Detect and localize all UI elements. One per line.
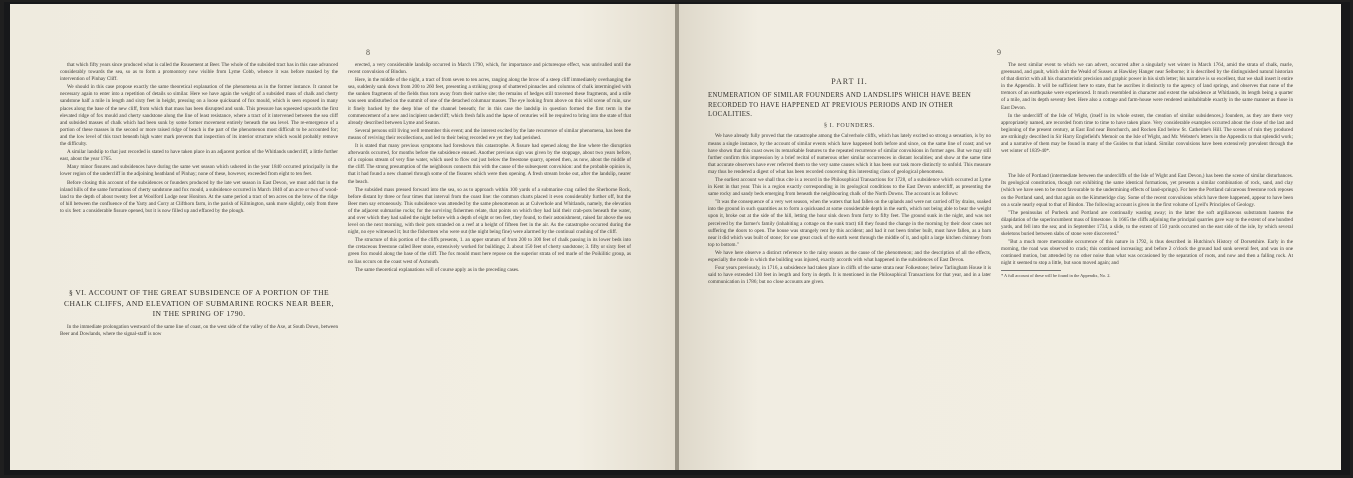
paragraph: The structure of this portion of the cliffs presents, 1. an upper stratum of from 200 to 300 feet of chalk passing in its lower beds into the cretaceous freestone called Beer stone, extensively worked for buildings; 2. about 150 feet of cherty sandstone; 3. fifty or sixty feet of green fox mould along the base of the cliff. The fox mould must here repose on the superior strata of red marle of the Poikilitic group, as no lias occurs on the coast west of Axmouth. bbox=[348, 237, 631, 265]
paragraph: "The peninsulas of Purbeck and Portland are continually wasting away; in the latter the soft argillaceous substratum hastens the dilapidation of the superincumbent mass of limestone. In 1665 the cliffs adjoining the principal quarries gave way to the extent of one hundred yards, and fell into the sea; and in September 1734, a slide, to the extent of 150 yards occurred on the east side of the isle, by which several skeletons buried between slabs of stone were discovered." bbox=[1001, 209, 1293, 237]
paragraph: erected, a very considerable landslip occurred in March 1790, which, for importance and picturesque effect, was unrivalled until the recent convulsion of Bindon. bbox=[348, 62, 631, 76]
paragraph: It is stated that many previous symptoms had foreshown this catastrophe. A fissure had opened along the line where the disruption afterwards occurred, for months before the subsidence ensued. Another previous sign was given by the stoppage, about two years before, of a copious stream of very fine water, which used to flow out just below the freestone quarry, opened then, as now, about the middle of the cliff. The strong presumption of the neighbours connects this with the cause of the subsequent convulsion: and the probable opinion is, that it had found a new channel through some of the fissures which were then opening. A fresh stream broke out, after the landslip, nearer the beach. bbox=[348, 143, 631, 185]
paragraph-group bbox=[60, 62, 338, 215]
right-column-2 bbox=[1001, 62, 1293, 279]
part-title: PART II. bbox=[831, 77, 868, 86]
footnote: * A full account of these will be found in the Appendix, No. 2. bbox=[1001, 273, 1111, 279]
paragraph: We have here observe a distinct reference to the rainy season as the cause of the phenomenon; and the description of all the effects, especially the mode in which the building was injured, exactly accords with what happened in the subsidences of East Devon. bbox=[708, 249, 991, 263]
sub-heading: § I. FOUNDERS. bbox=[823, 123, 876, 130]
paragraph: that which fifty years since produced what is called the Rousement at Beer. The whole of the subsided tract has in this case advanced considerably towards the sea, so as to form a promontory now visible from Lyme Cobb, whence it was before masked by the intervention of Pinhay Cliff. bbox=[60, 62, 338, 83]
paragraph: The earliest account we shall thus cite is a record in the Philosophical Transactions for 1728, of a subsidence which occurred at Lyme in Kent in that year. This is a region exactly corresponding in its geological conditions to the East Devon undercliff, as presenting the same rocky and sandy beds emerging from beneath the neighbouring chalk of the North Downs. The account is as follows: bbox=[708, 176, 991, 198]
paragraph: Here, in the middle of the night, a tract of from seven to ten acres, ranging along the brow of a steep cliff immediately overhanging the sea, suddenly sank down from 200 to 260 feet, presenting a striking group of shattered pinnacles and columns of chalk intermingled with the sunken fragments of the fields thus torn away from their native site; the remains of hedges still traversed these fragments, and a stile was seen undisturbed on the summit of one of the detached columnar masses. The eye looking from above on this wild scene of ruin, saw it finely backed by the deep blue of the channel beneath; for in this case the landslip in question formed the first term in the commencement of a new and incipient undercliff; which fresh falls and the lapse of centuries will be required to bring into the state of that already described between Lyme and Seaton. bbox=[348, 77, 631, 126]
paragraph: Several persons still living well remember this event; and the interest excited by the late recurrence of similar phenomena, has been the means of reviving their recollections, and led to their being recorded ere yet they had perished. bbox=[348, 127, 631, 141]
right-page bbox=[679, 4, 1341, 470]
paragraph: The same theoretical explanations will of course apply as in the preceding cases. bbox=[355, 266, 520, 273]
section-heading: § VI. ACCOUNT OF THE GREAT SUBSIDENCE OF A PORTION OF THE CHALK CLIFFS, AND ELEVATION OF SUBMARINE ROCKS NEAR BEER, IN THE SPRING OF 1790. bbox=[64, 287, 334, 319]
right-column-1 bbox=[708, 78, 991, 287]
part-heading: ENUMERATION OF SIMILAR FOUNDERS AND LANDSLIPS WHICH HAVE BEEN RECORDED TO HAVE HAPPENED AT PREVIOUS PERIODS AND IN OTHER LOCALITIES. bbox=[708, 92, 972, 118]
footnote-rule bbox=[1001, 270, 1061, 271]
paragraph-group bbox=[1001, 62, 1293, 267]
paragraph: Before closing this account of the subsidences or founders produced by the late wet season in East Devon, we must add that in the inland hills of the same formations of cherty sandstone and fox mould, a subsidence occurred in March 1840 of an acre or two of wood-land to the depth of about twenty feet at Woolford Lodge near Honiton. At the same period a tract of ten acres on the brow of the ridge of hill between the confluence of the Yarty and Corry at Clifthorn farm, in the parish of Kilmington, sank more slightly, only from three to six feet: a considerable fissure opened, but it is now filled up and effaced by the plough. bbox=[60, 179, 338, 214]
paragraph: "But a much more memorable occurrence of this nature in 1792, is thus described in Hutchins's History of Dorsetshire. Early in the morning, the road was observed to crack; this continued increasing; and before 2 o'clock the ground had sunk several feet, and was in one continued motion, but attended by no other noise than what was occasioned by the separation of roots, and now and then a falling rock. At night it seemed to stop a little, but soon moved again; and bbox=[1001, 239, 1293, 267]
paragraph: In the undercliff of the Isle of Wight, (itself in its whole extent, the creation of similar subsidences,) founders, as they are there very appropriately named, are recorded from time to time to have taken place. Very considerable examples occurred about the close of the last and beginning of the present century, at East End near Bonchurch, and Rocken End below St. Catherine's Hill. The scenes of ruin they produced are strikingly described in Sir Harry Englefield's Memoir on the Isle of Wight, and Mr. Webster's letters in the Appendix to that splendid work; and a narrative of them may be found in many of the Guides to that island. Similar convulsions have been extensively prevalent through the wet winter of 1839-40*. bbox=[1001, 112, 1293, 155]
paragraph: The Isle of Portland (intermediate between the undercliffs of the Isle of Wight and East Devon,) has been the scene of similar disturbances. Its geological constitution, though not exhibiting the same identical formations, yet presents a similar combination of rock, sand, and clay (which we have seen to be most favourable to the undermining effects of land-springs). For here the Portland calcareous freestone rock reposes on the Portland sand, and that again on the Kimmeridge clay. Some of the recent convulsions which have there happened, appear to have been on a scale nearly equal to that of Bindon. The following account is given in the first volume of Lyell's Principles of Geology. bbox=[1001, 173, 1293, 208]
paragraph-group bbox=[708, 133, 991, 286]
paragraph: We have already fully proved that the catastrophe among the Culverhole cliffs, which has lately excited so strong a sensation, is by no means a single instance, by the account of similar events which have happened both before and since, on the same line of coast; and we have shown that this coast owes its remarkable features to the repeated recurrence of similar convulsions in former ages. But we may still further confirm this impression by a brief recital of numerous other similar occurrences in distant localities; and show at the same time that accurate observers have ever referred them to the very same causes which it has been our task more distinctly to unfold. This measure may thus be rendered a digest of what has been recorded concerning this interesting class of geological phenomena. bbox=[708, 133, 991, 175]
paragraph: We should in this case propose exactly the same theoretical explanation of the phenomena as in the former instance. It cannot be necessary again to enter into a repetition of details so similar. Here we have again the weight of a subsided mass of chalk and cherty sandstone half a mile in length and sixty feet in height, pressing on a loose quicksand of fox mould, which is seen exposed in many places along the base of the new cliff, from which that mass has been disrupted and sunk. This pressure has squeezed upwards the first elevated ridge of fox mould and cherty sandstone along the line of least resistance, where a tract of it intervened between the sea cliff and subsided masses of chalk which had been sunk by some former movement entirely beneath the sea level. The re-emergence of a portion of these masses in the second or more raised ridge of beach is the part of the phenomenon most difficult to be accounted for; and the low level of this tract beneath high water mark prevents that inspection of its interior structure which would probably remove the difficulty. bbox=[60, 84, 338, 148]
paragraph: The next similar event to which we can advert, occurred after a singularly wet winter in March 1764, amid the strata of chalk, marle, greensand, and gault, which skirt the Weald of Sussex at Hawkley Hanger near Selborne; it is described by the distinguished natural historian of that district with all his characteristic precision and graphic power in his sixth letter; his narrative is so excellent, that we shall insert it entire in the Appendix. It will be sufficient here to state, that he ascribes it distinctly to the agency of land springs, and observes that none of the tremors of an earthquake were experienced. It much resembled in character and extent the subsidence at Whitlands, its length being a quarter of a mile, and its depth seventy feet. Here also a cottage and farm-house were rendered uninhabitable exactly in the same manner as those in East Devon. bbox=[1001, 62, 1293, 111]
paragraph: In the immediate prolongation westward of the same line of coast, on the west side of the valley of the Axe, at South Down, between Beer and Dowlands, where the signal-staff is now bbox=[60, 323, 338, 337]
page-number: 8 bbox=[366, 48, 370, 57]
paragraph: Many minor fissures and subsidences have during the same wet season which ushered in the year 1840 occurred principally in the lower region of the undercliff in the adjoining heathland of Pinhay; none of these, however, exceeded from eight to ten feet. bbox=[60, 164, 338, 178]
paragraph-group bbox=[348, 62, 631, 274]
paragraph: Four years previously, in 1716, a subsidence had taken place in cliffs of the same strata near Folkestone; below Tarlingham House it is said to have extended 130 feet in length and forty in depth. It is mentioned in the Philosophical Transactions for that year, and in a later communication in 1786; but no close accounts are given. bbox=[708, 265, 991, 286]
paragraph: A similar landslip to that just recorded is stated to have taken place in an adjacent portion of the Whitlands undercliff, a little further east, about the year 1765. bbox=[60, 149, 338, 163]
left-column-2 bbox=[348, 62, 631, 275]
paragraph: The subsided mass pressed forward into the sea, so as to approach within 100 yards of a submarine crag called the Sherborne Rock, before distant by three or four times that interval from the coast line: the common charts placed it even considerably further off, but the Beer men say erroneously. This subsidence was attended by the same phenomenon as at Culverhole and Whitlands, namely, the elevation of the adjacent submarine rocks; for the surviving fishermen relate, that points on which they had laid their crab-pots beneath the water, and over which they had sailed the night before with a depth of eight or ten feet, they found, to their astonishment, raised far above the sea level on the next morning, with their pots stranded on a reef at a height of fifteen feet in the air. As the catastrophe occurred during the night, no eye witnessed it; but the fishermen who were out (the night being fine) were alarmed by the continual crashing of the cliff. bbox=[348, 186, 631, 236]
page-number: 9 bbox=[997, 48, 1001, 57]
left-column-1 bbox=[60, 62, 338, 339]
left-page bbox=[10, 4, 675, 470]
paragraph: "It was the consequence of a very wet season, when the waters that had fallen on the uplands and were not carried off by drains, soaked into the ground in such quantities as to form a quicksand at some considerable depth in the earth, which not being able to bear the weight upon it, broke out at the side of the hill, letting the hour sink down from forty to fifty feet. The ground sunk in the night, and was not perceived by the farmer's family (inhabiting a cottage on the sunk tract) till they found the change in the morning by their door cases not suffering the doors to open. The house was strangely rent by this accident; and had it not been timber built, must have fallen, as a barn near it did which was built of stone; for one great crack of the earth went through the middle of it, and split a large kitchen chimney from top to bottom." bbox=[708, 199, 991, 248]
